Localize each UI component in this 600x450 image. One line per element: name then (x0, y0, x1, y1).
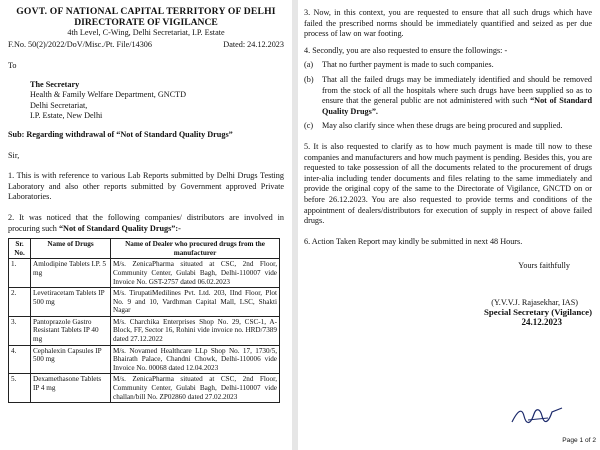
list-item-body: That all the failed drugs may be immediately identified and should be removed from the stock of all the hospitals where such drugs have been supplied so as to ensure that the general public are not administered with such (322, 74, 592, 106)
reference-line (8, 40, 284, 49)
handwritten-signature (508, 404, 566, 430)
paragraph-2-text: 2. It was noticed that the following companies/ distributors are involved in procuring such (8, 212, 284, 233)
table-cell: Amlodipine Tablets I.P. 5 mg (31, 259, 111, 288)
table-cell: Levetiracetam Tablets IP 500 mg (31, 288, 111, 317)
list-item (304, 60, 592, 71)
table-row (9, 259, 280, 288)
table-header-row (9, 239, 280, 259)
letterhead-directorate: DIRECTORATE OF VIGILANCE (74, 17, 218, 28)
drugs-table (8, 238, 280, 403)
list-item (304, 121, 592, 132)
recipient-line: Delhi Secretariat, (30, 100, 88, 110)
table-cell: 5. (9, 374, 31, 403)
table-cell: 3. (9, 316, 31, 345)
table-header-cell: Name of Drugs (31, 239, 111, 259)
table-cell: M/s. ZenicaPharma situated at CSC, 2nd Floor, Community Center, Gulabi Bagh, Delhi-110007 vide challan/bill No. ZP02860 dated 27.02.2023 (111, 374, 280, 403)
table-cell: M/s. TirupatiMedilines Pvt. Ltd. 203, IInd Floor, Plot No. 9 and 10, Vardhman Capital Mall, LSC, Shakti Nagar (111, 288, 280, 317)
list-item-label: (a) (304, 60, 314, 70)
file-number: F.No. 50(2)/2022/DoV/Misc./Pt. File/14306 (8, 40, 152, 49)
recipient-title: The Secretary (30, 79, 80, 89)
table-header-cell: Sr. No. (9, 239, 31, 259)
page-number: Page 1 of 2 (562, 437, 596, 444)
table-cell: M/s. Charchika Enterprises Shop No. 29, CSC-1, A-Block, FF, Sector 16, Rohini vide invoice no. HRD/7389 dated 27.12.2022 (111, 316, 280, 345)
table-row (9, 374, 280, 403)
table-row (9, 316, 280, 345)
list-item-label: (b) (304, 74, 314, 84)
table-cell: 2. (9, 288, 31, 317)
signatory-title: Special Secretary (Vigilance) (484, 306, 592, 317)
table-row (9, 288, 280, 317)
paragraph-4: 4. Secondly, you are also requested to ensure the followings: - (304, 45, 508, 55)
paragraph-3: 3. Now, in this context, you are requested to ensure that all such drugs which have failed the prescribed norms should be immediately quantified and seized as per due process of law on war footing. (304, 8, 592, 39)
list-item-text: That no further payment is made to such companies. (322, 60, 494, 70)
subject-line: Sub: Regarding withdrawal of “Not of Standard Quality Drugs” (8, 129, 233, 139)
paragraph-2-bold: “Not of Standard Quality Drugs”:- (58, 223, 181, 233)
letterhead-govt: GOVT. OF NATIONAL CAPITAL TERRITORY OF DELHI (16, 6, 276, 17)
table-cell: M/s. ZenicaPharma situated at CSC, 2nd Floor, Community Center, Gulabi Bagh, Delhi-110007 vide Invoice No. GST-2757 dated 06.02.2023 (111, 259, 280, 288)
table-cell: Cephalexin Capsules IP 500 mg (31, 345, 111, 374)
paragraph-5: 5. It is also requested to clarify as to how much payment is made till now to these companies and manufacturers and how much payment is pending. Besides this, you are requested to take possession of all the documents related to the procurement of drugs inter-alia including tender documents and files relating to the same immediately and provide the original copy of the same to the Directorate of Vigilance, GNCTD on or before 26.12.2023. You are also requested to provide terms and conditions of the appointment of dealers/distributors for execution of supply in respect of above failed drugs. (304, 141, 592, 226)
letterhead-address: 4th Level, C-Wing, Delhi Secretariat, I.P. Estate (67, 28, 225, 37)
list-item (304, 75, 592, 117)
closing: Yours faithfully (518, 261, 570, 271)
list-item-text (322, 75, 592, 117)
paragraph-1: 1. This is with reference to various Lab Reports submitted by Delhi Drugs Testing Laboratory and also other reports submitted by Government approved Private Laboratories. (8, 171, 284, 202)
recipient-line: I.P. Estate, New Delhi (30, 111, 103, 121)
table-cell: 1. (9, 259, 31, 288)
list-item-bold: “Not of Standard Quality Drugs”. (322, 96, 592, 116)
paragraph-6: 6. Action Taken Report may kindly be submitted in next 48 Hours. (304, 236, 523, 246)
letter-page-left (0, 0, 292, 450)
recipient-line: Health & Family Welfare Department, GNCTD (30, 90, 187, 100)
letter-page-right (298, 0, 600, 450)
table-cell: M/s. Novamed Healthcare LLp Shop No. 17, 1730/5, Bhairath Palace, Chandni Chowk, Delhi-110006 vide Invoice No. 00068 dated 12.04.2023 (111, 345, 280, 374)
salutation: Sir, (8, 150, 20, 160)
table-header-cell: Name of Dealer who procured drugs from the manufacturer (111, 239, 280, 259)
recipient-address (30, 80, 284, 122)
table-cell: Pantoprazole Gastro Resistant Tablets IP 40 mg (31, 316, 111, 345)
table-cell: Dexamethasone Tablets IP 4 mg (31, 374, 111, 403)
table-row (9, 345, 280, 374)
list-item-label: (c) (304, 121, 314, 131)
signatory-name: (Y.V.V.J. Rajasekhar, IAS) (491, 297, 578, 307)
letter-date: Dated: 24.12.2023 (223, 40, 284, 49)
paragraph-2 (8, 213, 284, 234)
table-cell: 4. (9, 345, 31, 374)
to-label: To (8, 61, 17, 70)
list-item-text: May also clarify since when these drugs are being procured and supplied. (322, 121, 563, 131)
signature-date: 24.12.2023 (521, 316, 562, 327)
